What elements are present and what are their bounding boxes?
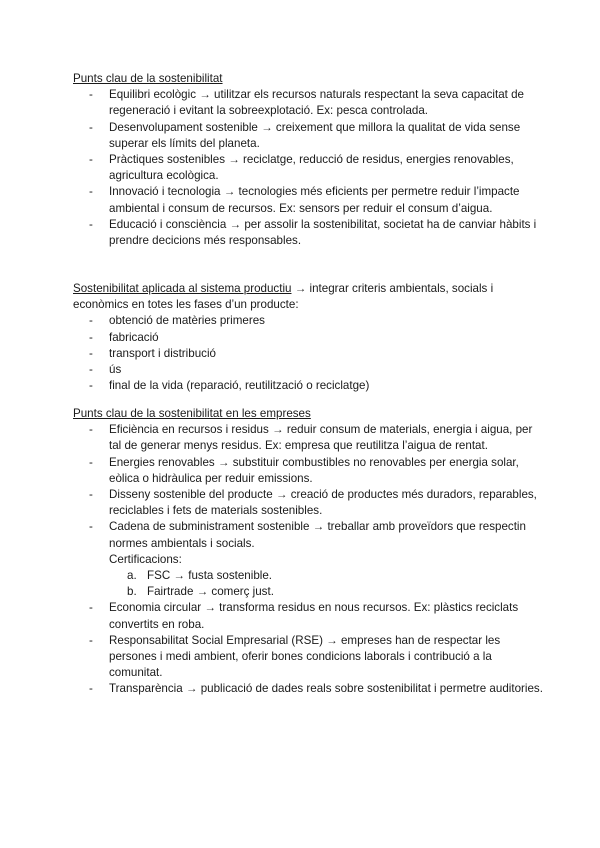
list-item: - fabricació — [89, 330, 159, 344]
list-item: - ús — [89, 363, 122, 377]
certification-item: a. FSC → fusta sostenible. — [127, 569, 273, 583]
certifications-label: Certificacions: — [109, 552, 182, 566]
list-item: - Cadena de subministrament sostenible → treballar amb proveïdors que respectin normes ambientals i socials. Certificacions: a. FSC → fusta sostenible. b. Fairtrade → comerç just. — [73, 519, 543, 600]
bullet-list — [73, 422, 543, 697]
section-business-sustainability — [73, 406, 543, 698]
bullet-list — [73, 87, 543, 249]
list-item: - Transparència → publicació de dades reals sobre sostenibilitat i permetre auditories. — [89, 682, 543, 696]
list-item: - Economia circular → transforma residus en nous recursos. Ex: plàstics reciclats convertits en roba. — [89, 601, 519, 631]
list-item: - Disseny sostenible del producte → creació de productes més duradors, reparables, reciclables i fets de materials sostenibles. — [89, 488, 537, 518]
list-item: - Energies renovables → substituir combustibles no renovables per energia solar, eòlica o hidràulica per reduir emissions. — [89, 455, 519, 485]
section-intro: → integrar criteris ambientals, socials i econòmics en totes les fases d’un producte: — [73, 282, 494, 312]
section-productive-system — [73, 281, 543, 394]
certification-item: b. Fairtrade → comerç just. — [127, 585, 274, 599]
list-item: - Equilibri ecològic → utilitzar els recursos naturals respectant la seva capacitat de regeneració i evitant la sobreexplotació. Ex: pesca controlada. — [89, 88, 524, 118]
list-item: - transport i distribució — [89, 346, 216, 360]
bullet-list — [73, 313, 543, 394]
list-item: - Innovació i tecnologia → tecnologies més eficients per permetre reduir l’impacte ambiental i consum de recursos. Ex: sensors per reduir el consum d’aigua. — [89, 185, 520, 215]
list-item: - final de la vida (reparació, reutilització o reciclatge) — [89, 379, 370, 393]
section-heading: Sostenibilitat aplicada al sistema productiu — [73, 282, 292, 295]
list-item: - Eficiència en recursos i residus → reduir consum de materials, energia i aigua, per tal de generar menys residus. Ex: empresa que reutilitza l’aigua de rentat. — [89, 423, 533, 453]
list-item: - obtenció de matèries primeres — [89, 314, 265, 328]
section-sustainability-key-points — [73, 71, 543, 249]
list-item: - Responsabilitat Social Empresarial (RSE) → empreses han de respectar les persones i medi ambient, oferir bones condicions laborals i contribució a la comunitat. — [89, 633, 501, 680]
list-item: - Pràctiques sostenibles → reciclatge, reducció de residus, energies renovables, agricultura ecològica. — [89, 153, 514, 183]
section-heading: Punts clau de la sostenibilitat en les empreses — [73, 407, 311, 420]
list-item: - Desenvolupament sostenible → creixement que millora la qualitat de vida sense superar els límits del planeta. — [89, 120, 521, 150]
certifications-list — [109, 568, 543, 600]
list-item: - Educació i consciència → per assolir la sostenibilitat, societat ha de canviar hàbits i prendre decicions més responsables. — [89, 217, 537, 248]
section-heading: Punts clau de la sostenibilitat — [73, 72, 223, 85]
